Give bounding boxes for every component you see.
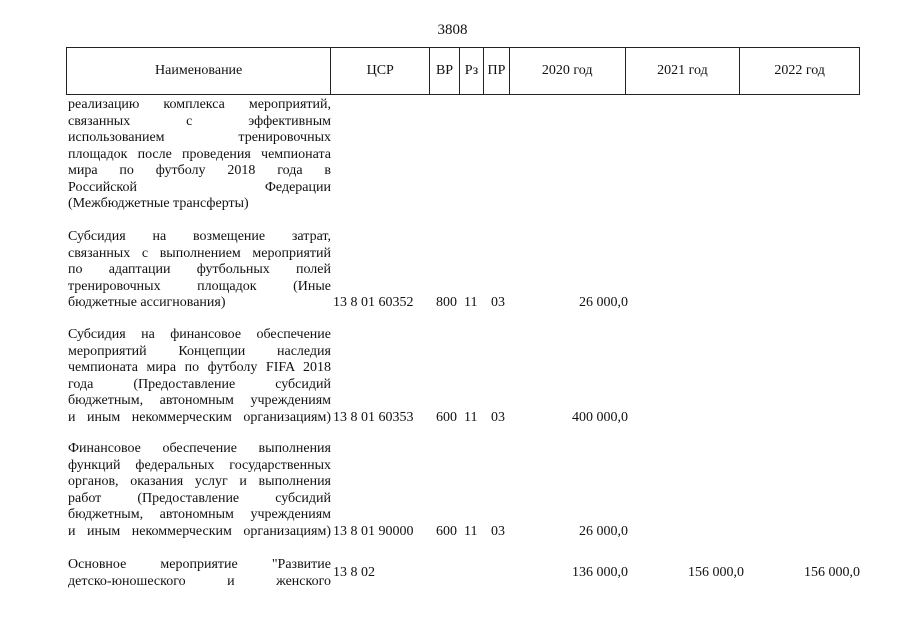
row-rz: 11 [464, 523, 478, 539]
row-vr: 600 [436, 523, 457, 539]
row-pr: 03 [491, 523, 505, 539]
name-line: площадок после проведения чемпионата [68, 146, 331, 162]
name-line: мира по футболу 2018 года в [68, 163, 331, 178]
name-line: тренировочных площадок (Иные [68, 278, 331, 294]
name-line: года (Предоставление субсидий [68, 376, 331, 392]
row-2021: 156 000,0 [688, 565, 744, 580]
row-pr: 03 [491, 409, 505, 425]
row-csr: 13 8 02 [333, 565, 375, 580]
header-2020: 2020 год [510, 48, 626, 94]
name-line: Основное мероприятие "Развитие [68, 557, 331, 572]
row-name [68, 97, 331, 213]
table-header [66, 47, 860, 95]
row-csr: 13 8 01 60352 [333, 295, 414, 310]
header-csr: ЦСР [331, 48, 430, 94]
row-2022: 156 000,0 [804, 565, 860, 580]
header-rz: Рз [460, 48, 484, 94]
row-2020: 136 000,0 [572, 565, 628, 580]
name-line: Российской Федерации [68, 179, 331, 195]
row-name [68, 327, 331, 426]
row-name [68, 229, 331, 312]
header-2022: 2022 год [774, 63, 825, 78]
name-line: мероприятий Концепции наследия [68, 343, 331, 359]
name-line: Финансовое обеспечение выполнения [68, 441, 331, 456]
header-vr: ВР [430, 48, 460, 94]
name-line: связанных с выполнением мероприятий [68, 245, 331, 261]
name-line: связанных с эффективным [68, 113, 331, 129]
row-2020: 26 000,0 [579, 295, 628, 310]
name-line: Субсидия на возмещение затрат, [68, 229, 331, 244]
row-vr: 600 [436, 409, 457, 425]
name-line: реализацию комплекса мероприятий, [68, 97, 331, 112]
name-line: органов, оказания услуг и выполнения [68, 474, 331, 489]
name-line: бюджетным, автономным учреждениям [68, 393, 331, 408]
row-name [68, 441, 331, 540]
name-line: (Межбюджетные трансферты) [68, 196, 249, 211]
name-line: чемпионата мира по футболу FIFA 2018 [68, 360, 331, 375]
header-name: Наименование [67, 48, 331, 94]
row-vr: 800 [436, 295, 457, 310]
header-2021: 2021 год [626, 48, 741, 94]
row-name [68, 557, 331, 590]
name-line: и иным некоммерческим организациям) [68, 409, 331, 425]
name-line: бюджетным, автономным учреждениям [68, 507, 331, 522]
row-2020: 26 000,0 [579, 523, 628, 539]
row-pr: 03 [491, 295, 505, 310]
name-line: по адаптации футбольных полей [68, 262, 331, 277]
name-line: Субсидия на финансовое обеспечение [68, 327, 331, 342]
row-rz: 11 [464, 409, 478, 425]
row-csr: 13 8 01 60353 [333, 409, 414, 425]
name-line: использованием тренировочных [68, 130, 331, 145]
name-line: детско-юношеского и женского [68, 573, 331, 589]
name-line: работ (Предоставление субсидий [68, 490, 331, 506]
row-csr: 13 8 01 90000 [333, 523, 414, 539]
row-2020: 400 000,0 [572, 409, 628, 425]
name-line: функций федеральных государственных [68, 457, 331, 473]
name-line: бюджетные ассигнования) [68, 295, 226, 310]
header-pr: ПР [484, 48, 510, 94]
name-line: и иным некоммерческим организациям) [68, 523, 331, 539]
row-rz: 11 [464, 295, 478, 310]
page-number: 3808 [437, 22, 468, 38]
